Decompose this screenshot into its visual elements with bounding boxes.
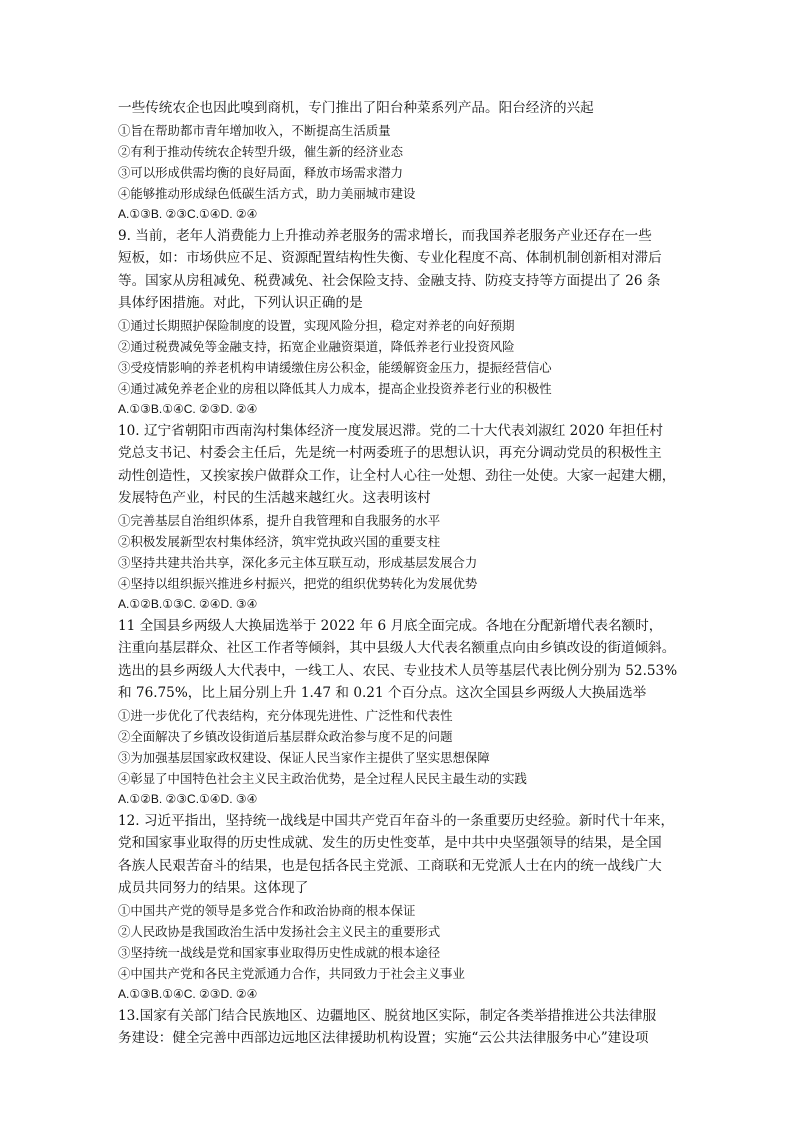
option-4: ④中国共产党和各民主党派通力合作，共同致力于社会主义事业 <box>118 965 465 981</box>
question-stem-line: 等。国家从房租减免、税费减免、社会保险支持、金融支持、防疫支持等方面提出了 26 条 <box>118 272 661 289</box>
question-stem-line: 成员共同努力的结果。这体现了 <box>118 880 309 896</box>
option-1: ①旨在帮助都市青年增加收入，不断提高生活质量 <box>118 122 391 138</box>
option-2: ②积极发展新型农村集体经济，筑牢党执政兴国的重要支柱 <box>118 533 441 549</box>
option-3: ③为加强基层国家政权建设、保证人民当家作主提供了坚实思想保障 <box>118 749 490 765</box>
answer-choices: A.①③B.①④C. ②③D. ②④ <box>118 401 258 416</box>
question-stem-line: 务建设：健全完善中西部边远地区法律援助机构设置；实施“云公共法律服务中心”建设项 <box>118 1030 649 1046</box>
question-stem-line: 11 全国县乡两级人大换届选举于 2022 年 6 月底全面完成。各地在分配新增代表名额时， <box>118 617 663 634</box>
option-4: ④坚持以组织振兴推进乡村振兴，把党的组织优势转化为发展优势 <box>118 575 478 591</box>
question-10 <box>118 420 690 615</box>
option-2: ②有利于推动传统农企转型升级，催生新的经济业态 <box>118 143 403 159</box>
answer-choices: A.①③B. ②③C.①④D. ②④ <box>118 206 258 221</box>
option-3: ③可以形成供需均衡的良好局面，释放市场需求潜力 <box>118 164 403 180</box>
question-11 <box>118 615 690 810</box>
question-stem-line: 动性创造性，又挨家挨户做群众工作，让全村人心往一处想、劲往一处使。大家一起建大棚， <box>118 467 676 484</box>
option-3: ③坚持共建共治共享，深化多元主体互联互动，形成基层发展合力 <box>118 554 478 570</box>
question-12 <box>118 810 690 1005</box>
question-stem-line: 12. 习近平指出，坚持统一战线是中国共产党百年奋斗的一条重要历史经验。新时代十年来， <box>118 812 675 829</box>
option-1: ①完善基层自治组织体系，提升自我管理和自我服务的水平 <box>118 512 441 528</box>
question-stem-line: 党和国家事业取得的历史性成就、发生的历史性变革，是中共中央坚强领导的结果，是全国 <box>118 835 662 851</box>
exam-page <box>118 97 690 1050</box>
option-4: ④通过减免养老企业的房租以降低其人力成本，提高企业投资养老行业的积极性 <box>118 380 552 396</box>
option-1: ①中国共产党的领导是多党合作和政治协商的根本保证 <box>118 902 416 918</box>
answer-choices: A.①②B.①③C. ②④D. ③④ <box>118 596 258 611</box>
option-2: ②通过税费减免等金融支持，拓宽企业融资渠道，降低养老行业投资风险 <box>118 338 515 354</box>
option-1: ①进一步优化了代表结构，充分体现先进性、广泛性和代表性 <box>118 707 453 723</box>
question-stem-line: 发展特色产业，村民的生活越来越红火。这表明该村 <box>118 490 431 506</box>
question-stem-line: 具体纾困措施。对此，下列认识正确的是 <box>118 295 363 311</box>
answer-choices: A.①③B.①④C. ②③D. ②④ <box>118 986 258 1001</box>
question-13 <box>118 1005 690 1050</box>
question-stem-line: 各族人民艰苦奋斗的结果，也是包括各民主党派、工商联和无党派人士在内的统一战线广大 <box>118 857 662 874</box>
question-stem-line: 10. 辽宁省朝阳市西南沟村集体经济一度发展迟滞。党的二十大代表刘淑红 2020 年担任村 <box>118 422 663 439</box>
option-1: ①通过长期照护保险制度的设置，实现风险分担，稳定对养老的向好预期 <box>118 317 515 333</box>
question-stem-line: 短板，如：市场供应不足、资源配置结构性失衡、专业化程度不高、体制机制创新相对滞后 <box>118 250 662 266</box>
question-stem-line: 和 76.75%，比上届分别上升 1.47 和 0.21 个百分点。这次全国县乡两级人大换届选举 <box>118 685 647 701</box>
option-3: ③坚持统一战线是党和国家事业取得历史性成就的根本途径 <box>118 944 441 960</box>
question-stem-line: 选出的县乡两级人大代表中，一线工人、农民、专业技术人员等基层代表比例分别为 52.53% <box>118 662 678 679</box>
option-2: ②全面解决了乡镇改设街道后基层群众政治参与度不足的问题 <box>118 728 453 744</box>
question-stem-line: 注重向基层群众、社区工作者等倾斜，其中县级人大代表名额重点向由乡镇改设的街道倾斜。 <box>118 640 676 656</box>
option-2: ②人民政协是我国政治生活中发扬社会主义民主的重要形式 <box>118 923 441 939</box>
option-4: ④彰显了中国特色社会主义民主政治优势，是全过程人民民主最生动的实践 <box>118 770 527 786</box>
answer-choices: A.①②B. ②③C.①④D. ③④ <box>118 791 258 806</box>
question-9 <box>118 225 690 420</box>
question-stem-line: 13.国家有关部门结合民族地区、边疆地区、脱贫地区实际，制定各类举措推进公共法律服 <box>118 1007 657 1024</box>
question-stem-line: 一些传统农企也因此嗅到商机，专门推出了阳台种菜系列产品。阳台经济的兴起 <box>118 100 594 116</box>
question-stem-line: 党总支书记、村委会主任后，先是统一村两委班子的思想认识，再充分调动党员的积极性主 <box>118 445 662 461</box>
option-4: ④能够推动形成绿色低碳生活方式，助力美丽城市建设 <box>118 185 416 201</box>
option-3: ③受疫情影响的养老机构申请缓缴住房公积金，能缓解资金压力，提振经营信心 <box>118 359 552 375</box>
question-8-tail <box>118 97 690 225</box>
question-stem-line: 9. 当前，老年人消费能力上升推动养老服务的需求增长，而我国养老服务产业还存在一些 <box>118 227 652 244</box>
